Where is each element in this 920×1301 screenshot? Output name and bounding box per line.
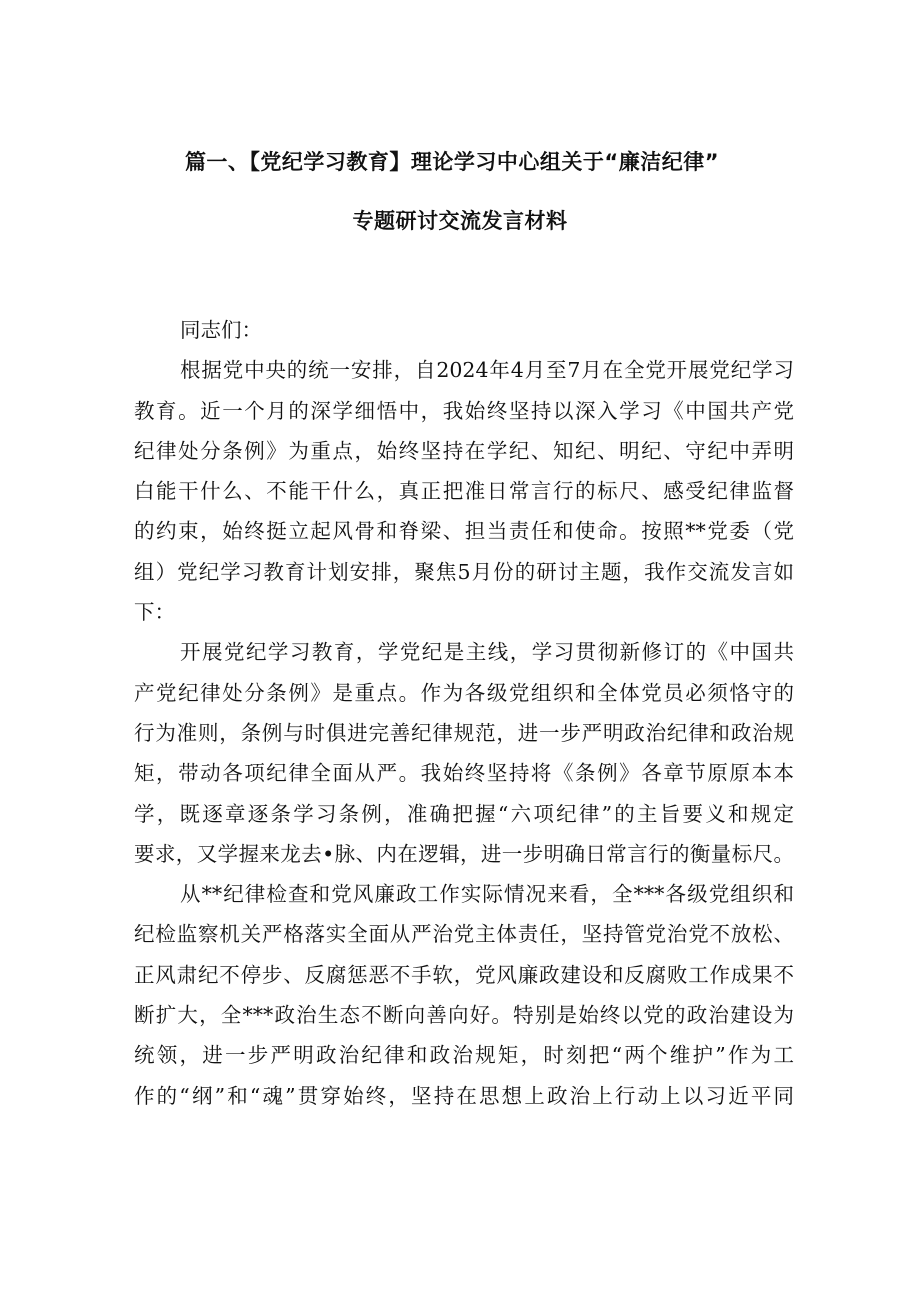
paragraph-line: 纪律处分条例》为重点，始终坚持在学纪、知纪、明纪、守纪中弄明 (134, 438, 794, 463)
paragraph-line: 正风肃纪不停步、反腐惩恶不手软，党风廉政建设和反腐败工作成果不 (134, 962, 794, 987)
paragraph-line: 学，既逐章逐条学习条例，准确把握“六项纪律”的主旨要义和规定 (134, 801, 794, 826)
paragraph-line: 产党纪律处分条例》是重点。作为各级党组织和全体党员必须恪守的 (134, 680, 794, 705)
paragraph-line: 组）党纪学习教育计划安排，聚焦5月份的研讨主题，我作交流发言如 (134, 559, 794, 584)
paragraph-line: 要求，又学握来龙去•脉、内在逻辑，进一步明确日常言行的衡量标尺。 (134, 841, 794, 866)
paragraph-line: 开展党纪学习教育，学党纪是主线，学习贯彻新修订的《中国共 (180, 640, 794, 665)
paragraph-line: 下： (134, 600, 175, 625)
paragraph-3 (134, 874, 794, 1116)
paragraph-line: 统领，进一步严明政治纪律和政治规矩，时刻把“两个维护”作为工 (134, 1043, 794, 1068)
paragraph-line: 根据党中央的统一安排，自2024年4月至7月在全党开展党纪学习 (180, 358, 794, 383)
paragraph-line: 作的“纲”和“魂”贯穿始终，坚持在思想上政治上行动上以习近平同 (134, 1083, 794, 1108)
paragraph-line: 矩，带动各项纪律全面从严。我始终坚持将《条例》各章节原原本本 (134, 761, 794, 786)
document-title-line-2: 专题研讨交流发言材料 (352, 209, 568, 233)
paragraph-line: 从**纪律检查和党风廉政工作实际情况来看，全***各级党组织和 (180, 882, 794, 907)
document-title-line-1: 篇一、【党纪学习教育】理论学习中心组关于“廉洁纪律” (184, 150, 720, 174)
paragraph-line: 的约束，始终挺立起风骨和脊梁、担当责任和使命。按照**党委（党 (134, 519, 794, 544)
paragraph-line: 纪检监察机关严格落实全面从严治党主体责任，坚持管党治党不放松、 (134, 922, 794, 947)
paragraph-line: 教育。近一个月的深学细悟中，我始终坚持以深入学习《中国共产党 (134, 398, 794, 423)
paragraph-1 (134, 350, 794, 632)
paragraph-line: 白能干什么、不能干什么，真正把准日常言行的标尺、感受纪律监督 (134, 479, 794, 504)
paragraph-2 (134, 632, 794, 874)
salutation: 同志们： (180, 318, 262, 342)
paragraph-line: 行为准则，条例与时俱进完善纪律规范，进一步严明政治纪律和政治规 (134, 720, 794, 745)
document-body (134, 310, 794, 1116)
paragraph-line: 断扩大，全***政治生态不断向善向好。特别是始终以党的政治建设为 (134, 1003, 794, 1028)
